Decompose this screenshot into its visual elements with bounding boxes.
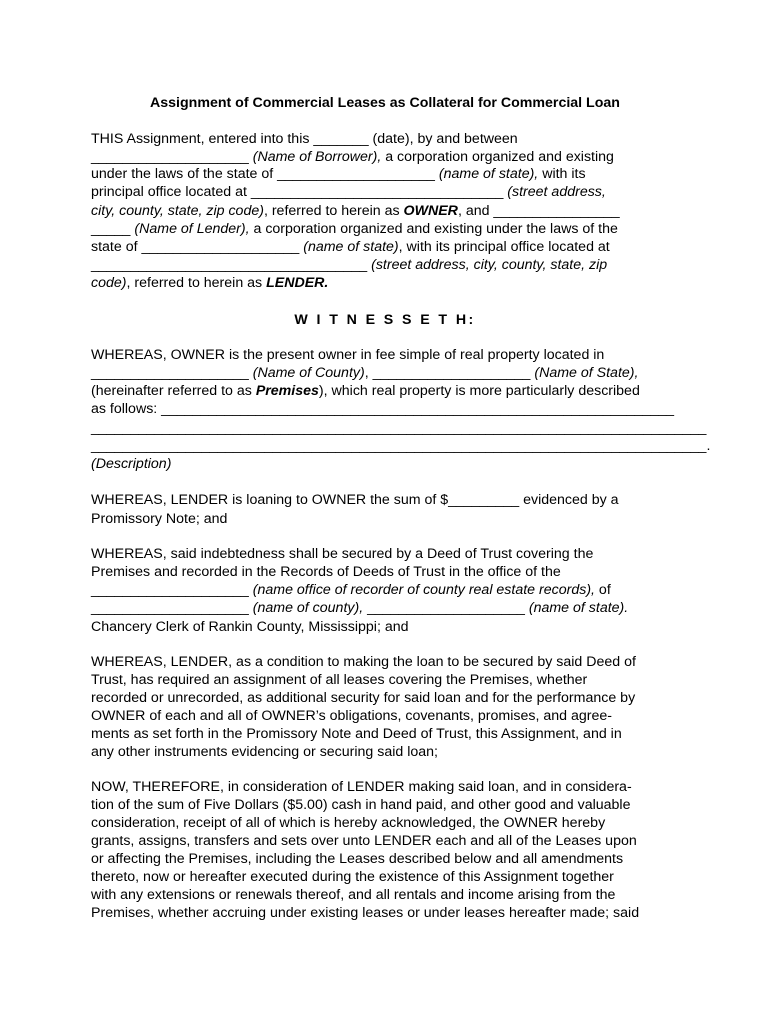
text-run: , referred to herein as — [263, 203, 404, 219]
text-line — [91, 796, 691, 814]
text-run: ___________________________________ — [91, 257, 372, 273]
text-line — [91, 183, 691, 201]
text-line — [91, 238, 691, 256]
text-line — [91, 274, 691, 292]
text-run: ____________________ — [91, 365, 253, 381]
text-line — [91, 563, 691, 581]
text-run: with any extensions or renewals thereof, and all rentals and income arising from the — [91, 887, 616, 903]
text-line — [91, 850, 691, 868]
text-line — [91, 814, 691, 832]
text-run: OWNER of each and all of OWNER’s obligations, covenants, promises, and agree- — [91, 708, 612, 724]
text-run: , with its principal office located at — [398, 239, 610, 255]
text-run: ____________________ — [91, 149, 253, 165]
text-run: tion of the sum of Five Dollars ($5.00) cash in hand paid, and other good and valuable — [91, 797, 631, 813]
text-run: WHEREAS, LENDER is loaning to OWNER the sum of $_________ evidenced by a — [91, 492, 619, 508]
text-run: thereto, now or hereafter executed during the existence of this Assignment together — [91, 869, 614, 885]
text-run: ____________________ — [91, 600, 253, 616]
text-run: as follows: _________________________________________________________________ — [91, 401, 675, 417]
text-run: or affecting the Premises, including the Leases described below and all amendments — [91, 851, 624, 867]
text-run: , ____________________ — [364, 365, 535, 381]
text-line — [91, 491, 691, 509]
text-run: under the laws of the state of ____________________ — [91, 166, 439, 182]
text-line — [91, 725, 691, 743]
text-line — [91, 382, 691, 400]
text-run: code) — [91, 275, 127, 291]
text-run: state of ____________________ — [91, 239, 304, 255]
text-line — [91, 256, 691, 274]
text-line — [91, 707, 691, 725]
text-run: any other instruments evidencing or securing said loan; — [91, 744, 438, 760]
text-run: Promissory Note; and — [91, 511, 228, 527]
text-run: (Name of State), — [534, 365, 639, 381]
text-line — [91, 886, 691, 904]
text-run: ____________________ — [91, 582, 253, 598]
text-line — [91, 510, 691, 528]
text-run: ments as set forth in the Promissory Note and Deed of Trust, this Assignment, and in — [91, 726, 622, 742]
witnesseth-heading: W I T N E S S E T H: — [294, 312, 476, 328]
text-line — [91, 437, 711, 455]
text-line — [91, 346, 691, 364]
text-run: , and ________________ — [457, 203, 620, 219]
text-run: Trust, has required an assignment of all leases covering the Premises, whether — [91, 672, 588, 688]
text-line — [91, 868, 691, 886]
text-run: consideration, receipt of all of which is hereby acknowledged, the OWNER hereby — [91, 815, 606, 831]
text-line — [91, 130, 691, 148]
text-run: (name of state), — [438, 166, 539, 182]
text-line — [91, 400, 691, 418]
text-line — [91, 545, 691, 563]
text-run: (Name of County) — [252, 365, 365, 381]
text-run: OWNER — [403, 203, 458, 219]
text-run: WHEREAS, LENDER, as a condition to making the loan to be secured by said Deed of — [91, 654, 636, 670]
text-line — [91, 653, 691, 671]
text-line — [91, 455, 691, 473]
text-run: (name of state). — [528, 600, 629, 616]
text-run: (Description) — [91, 456, 172, 472]
text-run: grants, assigns, transfers and sets over unto LENDER each and all of the Leases upon — [91, 833, 637, 849]
text-run: WHEREAS, OWNER is the present owner in fee simple of real property located in — [91, 347, 605, 363]
text-run: (street address, city, county, state, zip — [371, 257, 608, 273]
text-run: Chancery Clerk of Rankin County, Mississippi; and — [91, 619, 409, 635]
text-line — [91, 618, 691, 636]
text-line — [91, 778, 691, 796]
text-run: a corporation organized and existing — [381, 149, 614, 165]
text-run: with its — [538, 166, 586, 182]
text-run: ______________________________________________________________________________ — [91, 420, 707, 436]
text-run: (Name of Borrower), — [252, 149, 382, 165]
text-run: Premises — [255, 383, 319, 399]
text-line — [91, 671, 691, 689]
text-run: recorded or unrecorded, as additional security for said loan and for the performance by — [91, 690, 636, 706]
text-run: a corporation organized and existing under the laws of the — [249, 221, 618, 237]
text-run: (name office of recorder of county real estate records), — [252, 582, 595, 598]
text-run: ____________________ — [363, 600, 529, 616]
text-run: THIS Assignment, entered into this _______ (date), by and between — [91, 131, 518, 147]
text-line — [91, 599, 691, 617]
text-run: Premises and recorded in the Records of Deeds of Trust in the office of the — [91, 564, 561, 580]
text-run: _____ — [91, 221, 135, 237]
text-line — [91, 220, 691, 238]
text-run: (street address, — [507, 184, 606, 200]
text-line — [91, 743, 691, 761]
text-line — [91, 202, 691, 220]
text-line — [91, 148, 691, 166]
text-run: (Name of Lender), — [134, 221, 250, 237]
text-run: (name of state) — [303, 239, 399, 255]
text-line — [91, 364, 691, 382]
text-line — [91, 832, 691, 850]
text-line — [91, 419, 707, 437]
text-line — [91, 165, 691, 183]
text-run: ), which real property is more particularly described — [318, 383, 640, 399]
text-line — [91, 581, 691, 599]
text-line — [91, 689, 691, 707]
text-run: Premises, whether accruing under existing leases or under leases hereafter made; said — [91, 905, 640, 921]
text-run: of — [594, 582, 611, 598]
text-run: principal office located at ________________________________ — [91, 184, 508, 200]
text-run: ______________________________________________________________________________. — [91, 438, 711, 454]
text-run: (name of county), — [252, 600, 364, 616]
document-title: Assignment of Commercial Leases as Collateral for Commercial Loan — [150, 95, 620, 111]
text-run: WHEREAS, said indebtedness shall be secured by a Deed of Trust covering the — [91, 546, 594, 562]
text-line — [91, 904, 691, 922]
text-run: NOW, THEREFORE, in consideration of LENDER making said loan, and in considera- — [91, 779, 632, 795]
text-run: LENDER. — [266, 275, 329, 291]
text-run: , referred to herein as — [126, 275, 267, 291]
text-run: (hereinafter referred to as — [91, 383, 256, 399]
text-run: city, county, state, zip code) — [91, 203, 264, 219]
